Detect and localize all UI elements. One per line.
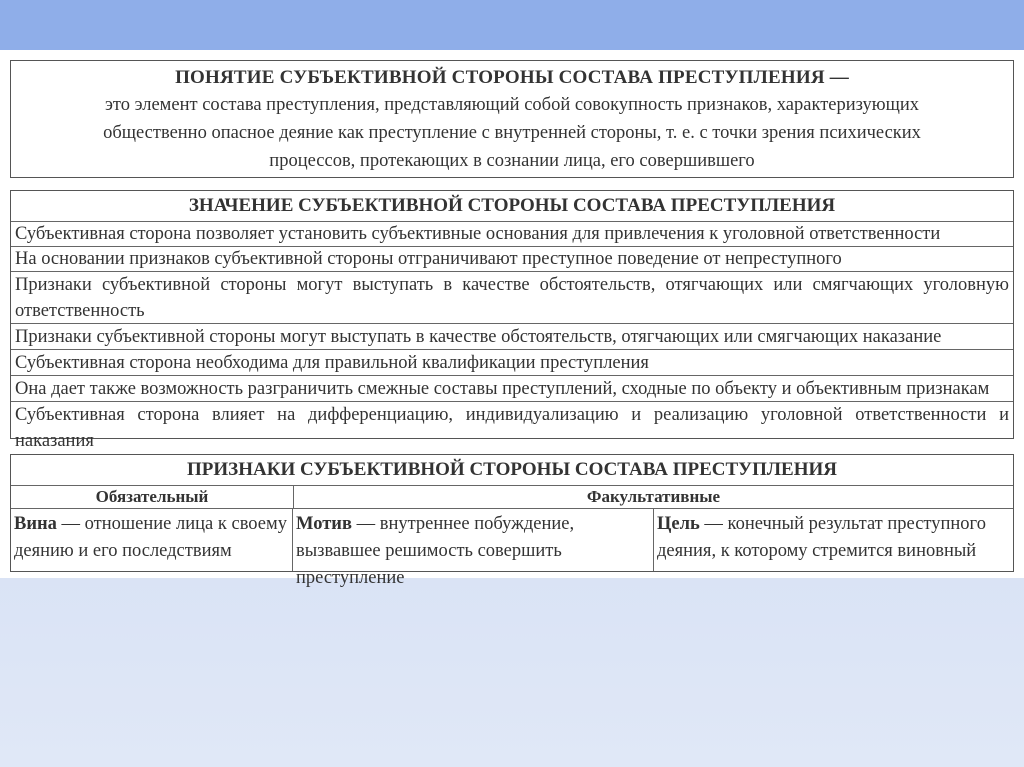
- meaning-row: Она дает также возможность разграничить смежные составы преступлений, сходные по объекту и объективным признакам: [11, 376, 1013, 402]
- goal-cell: [654, 509, 1013, 571]
- guilt-text: — отношение лица к своему деянию и его последствиям: [14, 514, 287, 561]
- meaning-row: [11, 272, 1013, 324]
- concept-line: общественно опасное деяние как преступление с внутренней стороны, т. е. с точки зрения психических: [103, 123, 921, 143]
- motive-text: — внутреннее побуждение, вызвавшее решимость совершить преступление: [296, 514, 575, 588]
- guilt-term: Вина: [14, 514, 57, 534]
- signs-table: [10, 454, 1014, 588]
- motive-cell: [293, 509, 654, 588]
- meaning-row: Субъективная сторона влияет на дифференциацию, индивидуализацию и реализацию уголовной ответственности и наказания: [15, 405, 1009, 451]
- concept-title: ПОНЯТИЕ СУБЪЕКТИВНОЙ СТОРОНЫ СОСТАВА ПРЕСТУПЛЕНИЯ —: [175, 67, 849, 88]
- meaning-row: Признаки субъективной стороны могут выступать в качестве обстоятельств, отягчающих или смягчающих наказание: [11, 324, 1013, 350]
- concept-line: процессов, протекающих в сознании лица, его совершившего: [269, 151, 755, 171]
- meaning-table: [10, 190, 1014, 451]
- goal-term: Цель: [657, 514, 700, 534]
- concept-block: [10, 60, 1014, 178]
- signs-cells: [11, 509, 1013, 588]
- optional-header: Факультативные: [586, 487, 721, 506]
- meaning-row: Субъективная сторона позволяет установить субъективные основания для привлечения к уголовной ответственности: [11, 222, 1013, 247]
- signs-title: ПРИЗНАКИ СУБЪЕКТИВНОЙ СТОРОНЫ СОСТАВА ПРЕСТУПЛЕНИЯ: [11, 455, 1013, 486]
- guilt-cell: [11, 509, 293, 571]
- mandatory-header: Обязательный: [11, 486, 294, 508]
- goal-text: — конечный результат преступного деяния, к которому стремится виновный: [657, 514, 986, 561]
- meaning-row-line: Признаки субъективной стороны могут выступать в качестве обстоятельств, отягчающих или смягчающих уголовную: [15, 275, 1009, 295]
- header-band: [0, 0, 1024, 50]
- meaning-row: На основании признаков субъективной стороны отграничивают преступное поведение от непреступного: [11, 247, 1013, 272]
- slide-content: [0, 50, 1024, 588]
- concept-line: это элемент состава преступления, представляющий собой совокупность признаков, характеризующих: [104, 95, 920, 115]
- motive-term: Мотив: [296, 514, 352, 534]
- concept-definition: [11, 91, 1013, 175]
- signs-subheader: [11, 486, 1013, 509]
- meaning-title: ЗНАЧЕНИЕ СУБЪЕКТИВНОЙ СТОРОНЫ СОСТАВА ПРЕСТУПЛЕНИЯ: [11, 191, 1013, 222]
- meaning-row: Субъективная сторона необходима для правильной квалификации преступления: [11, 350, 1013, 376]
- meaning-row-line: ответственность: [15, 301, 145, 321]
